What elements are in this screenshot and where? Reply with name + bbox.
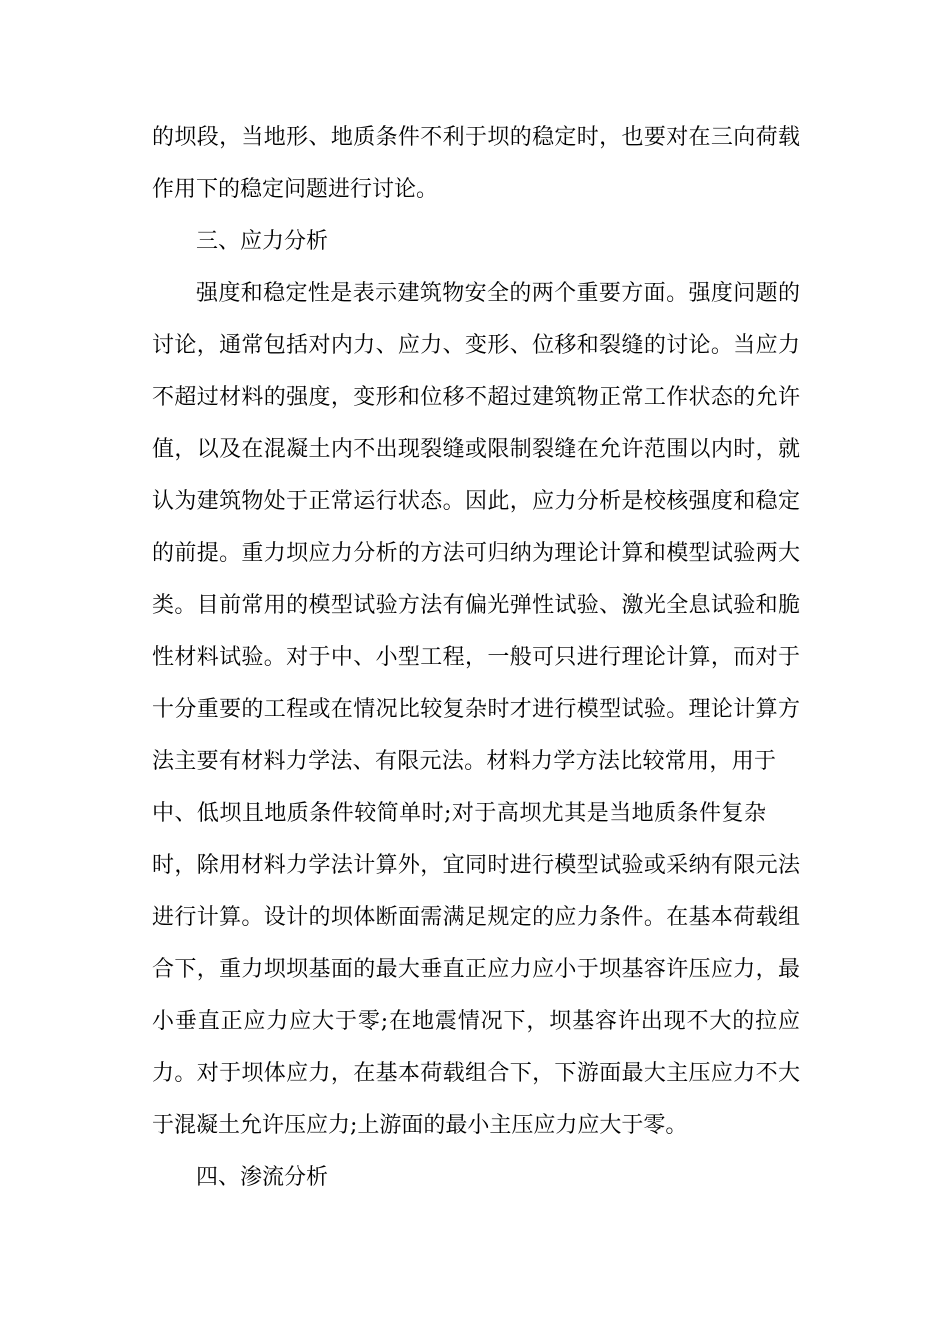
text-line: 认为建筑物处于正常运行状态。因此，应力分析是校核强度和稳定 [152, 489, 800, 514]
text-line: 性材料试验。对于中、小型工程，一般可只进行理论计算，而对于 [152, 645, 800, 670]
text-line: 时，除用材料力学法计算外，宜同时进行模型试验或采纳有限元法 [152, 853, 800, 878]
text-line: 的前提。重力坝应力分析的方法可归纳为理论计算和模型试验两大 [152, 541, 800, 566]
text-line: 讨论，通常包括对内力、应力、变形、位移和裂缝的讨论。当应力 [152, 333, 800, 358]
paragraph-first-line: 强度和稳定性是表示建筑物安全的两个重要方面。强度问题的 [196, 281, 800, 306]
text-line: 于混凝土允许压应力;上游面的最小主压应力应大于零。 [152, 1113, 688, 1138]
text-line: 法主要有材料力学法、有限元法。材料力学方法比较常用，用于 [152, 749, 776, 774]
section-heading: 四、渗流分析 [196, 1165, 329, 1190]
text-line: 值，以及在混凝土内不出现裂缝或限制裂缝在允许范围以内时，就 [152, 437, 800, 462]
section-heading: 三、应力分析 [196, 229, 329, 254]
text-line: 合下，重力坝坝基面的最大垂直正应力应小于坝基容许压应力，最 [152, 957, 800, 982]
text-line: 小垂直正应力应大于零;在地震情况下，坝基容许出现不大的拉应 [152, 1009, 800, 1034]
text-line: 力。对于坝体应力，在基本荷载组合下，下游面最大主压应力不大 [152, 1061, 800, 1086]
text-line: 的坝段，当地形、地质条件不利于坝的稳定时，也要对在三向荷载 [152, 125, 800, 150]
text-line: 十分重要的工程或在情况比较复杂时才进行模型试验。理论计算方 [152, 697, 800, 722]
text-line: 类。目前常用的模型试验方法有偏光弹性试验、激光全息试验和脆 [152, 593, 800, 618]
text-line: 中、低坝且地质条件较简单时;对于高坝尤其是当地质条件复杂 [152, 801, 766, 826]
text-line: 不超过材料的强度，变形和位移不超过建筑物正常工作状态的允许 [152, 385, 800, 410]
text-line: 进行计算。设计的坝体断面需满足规定的应力条件。在基本荷载组 [152, 905, 800, 930]
text-line: 作用下的稳定问题进行讨论。 [152, 177, 439, 202]
